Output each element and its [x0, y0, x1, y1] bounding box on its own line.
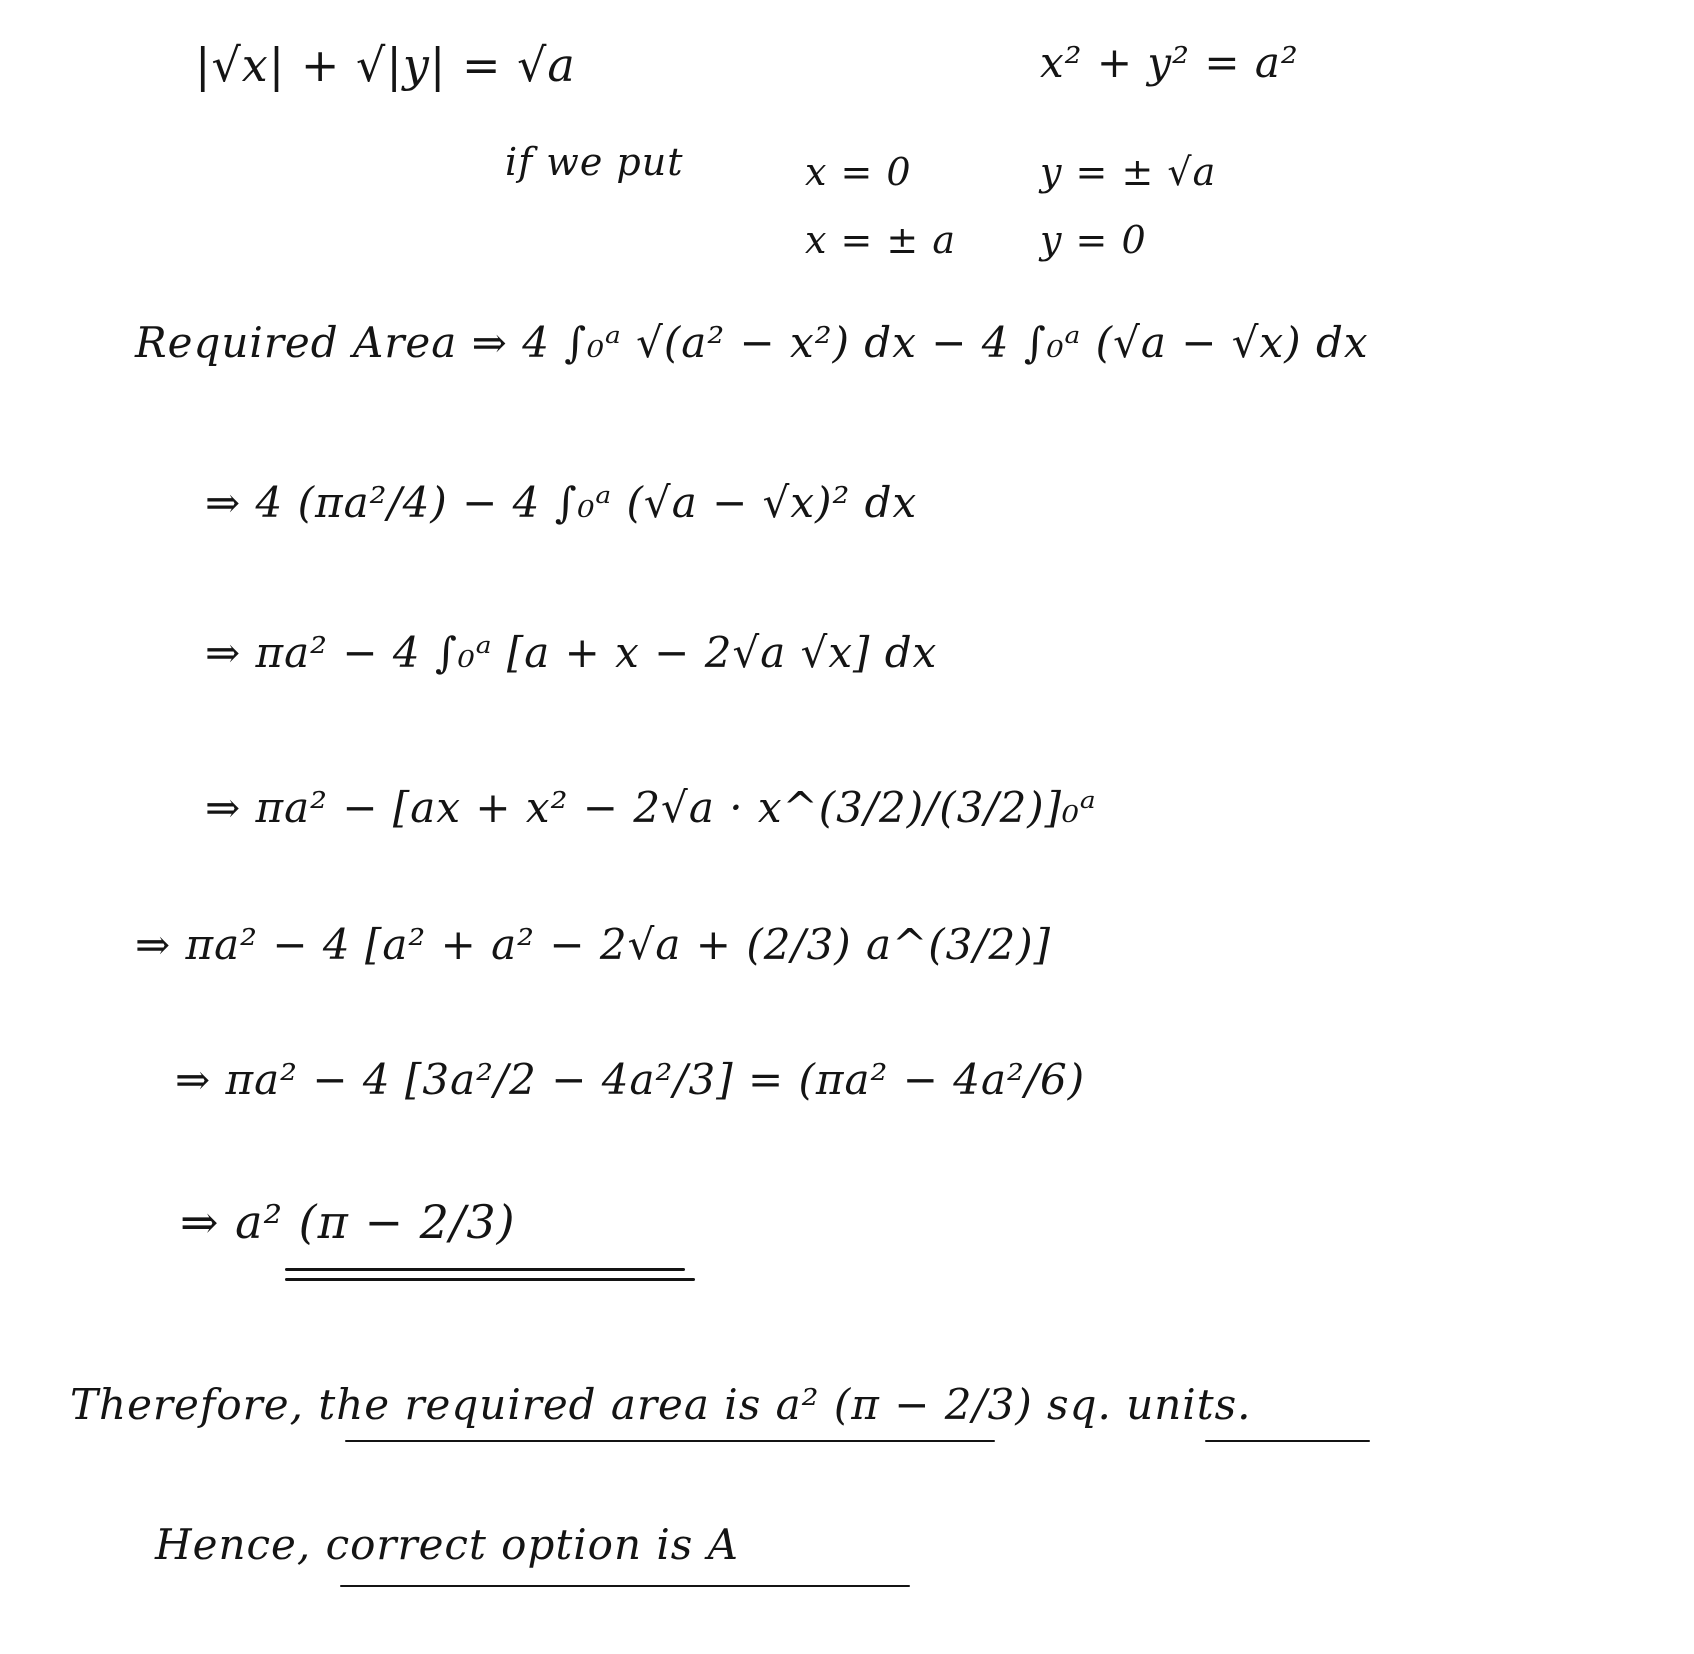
step-1: ⇒ 4 (πa²/4) − 4 ∫₀ᵃ (√a − √x)² dx	[205, 478, 918, 527]
put-y-root-a: y = ± √a	[1040, 150, 1217, 194]
step-5: ⇒ πa² − 4 [3a²/2 − 4a²/3] = (πa² − 4a²/6)	[175, 1055, 1086, 1104]
required-area-line: Required Area ⇒ 4 ∫₀ᵃ √(a² − x²) dx − 4 ∫₀ᵃ (√a − √x) dx	[135, 318, 1369, 367]
step-4: ⇒ πa² − 4 [a² + a² − 2√a + (2/3) a^(3/2)]	[135, 920, 1052, 969]
step-2: ⇒ πa² − 4 ∫₀ᵃ [a + x − 2√a √x] dx	[205, 628, 938, 677]
conclusion-line: Therefore, the required area is a² (π − 2/3) sq. units.	[70, 1380, 1252, 1429]
step-6-result: ⇒ a² (π − 2/3)	[180, 1195, 516, 1249]
equation-curve: |√x| + √|y| = √a	[195, 38, 576, 92]
conclusion-underline	[345, 1440, 995, 1442]
put-label: if we put	[505, 140, 684, 184]
answer-line: Hence, correct option is A	[155, 1520, 740, 1569]
put-x-plus-minus-a: x = ± a	[805, 218, 957, 262]
answer-underline	[340, 1585, 910, 1587]
units-underline	[1205, 1440, 1370, 1442]
put-y-zero: y = 0	[1040, 218, 1147, 262]
result-double-underline-bottom	[285, 1278, 695, 1281]
put-x-zero: x = 0	[805, 150, 912, 194]
result-double-underline-top	[285, 1268, 685, 1271]
step-3: ⇒ πa² − [ax + x² − 2√a · x^(3/2)/(3/2)]₀ᵃ	[205, 783, 1097, 832]
equation-circle: x² + y² = a²	[1040, 38, 1299, 87]
